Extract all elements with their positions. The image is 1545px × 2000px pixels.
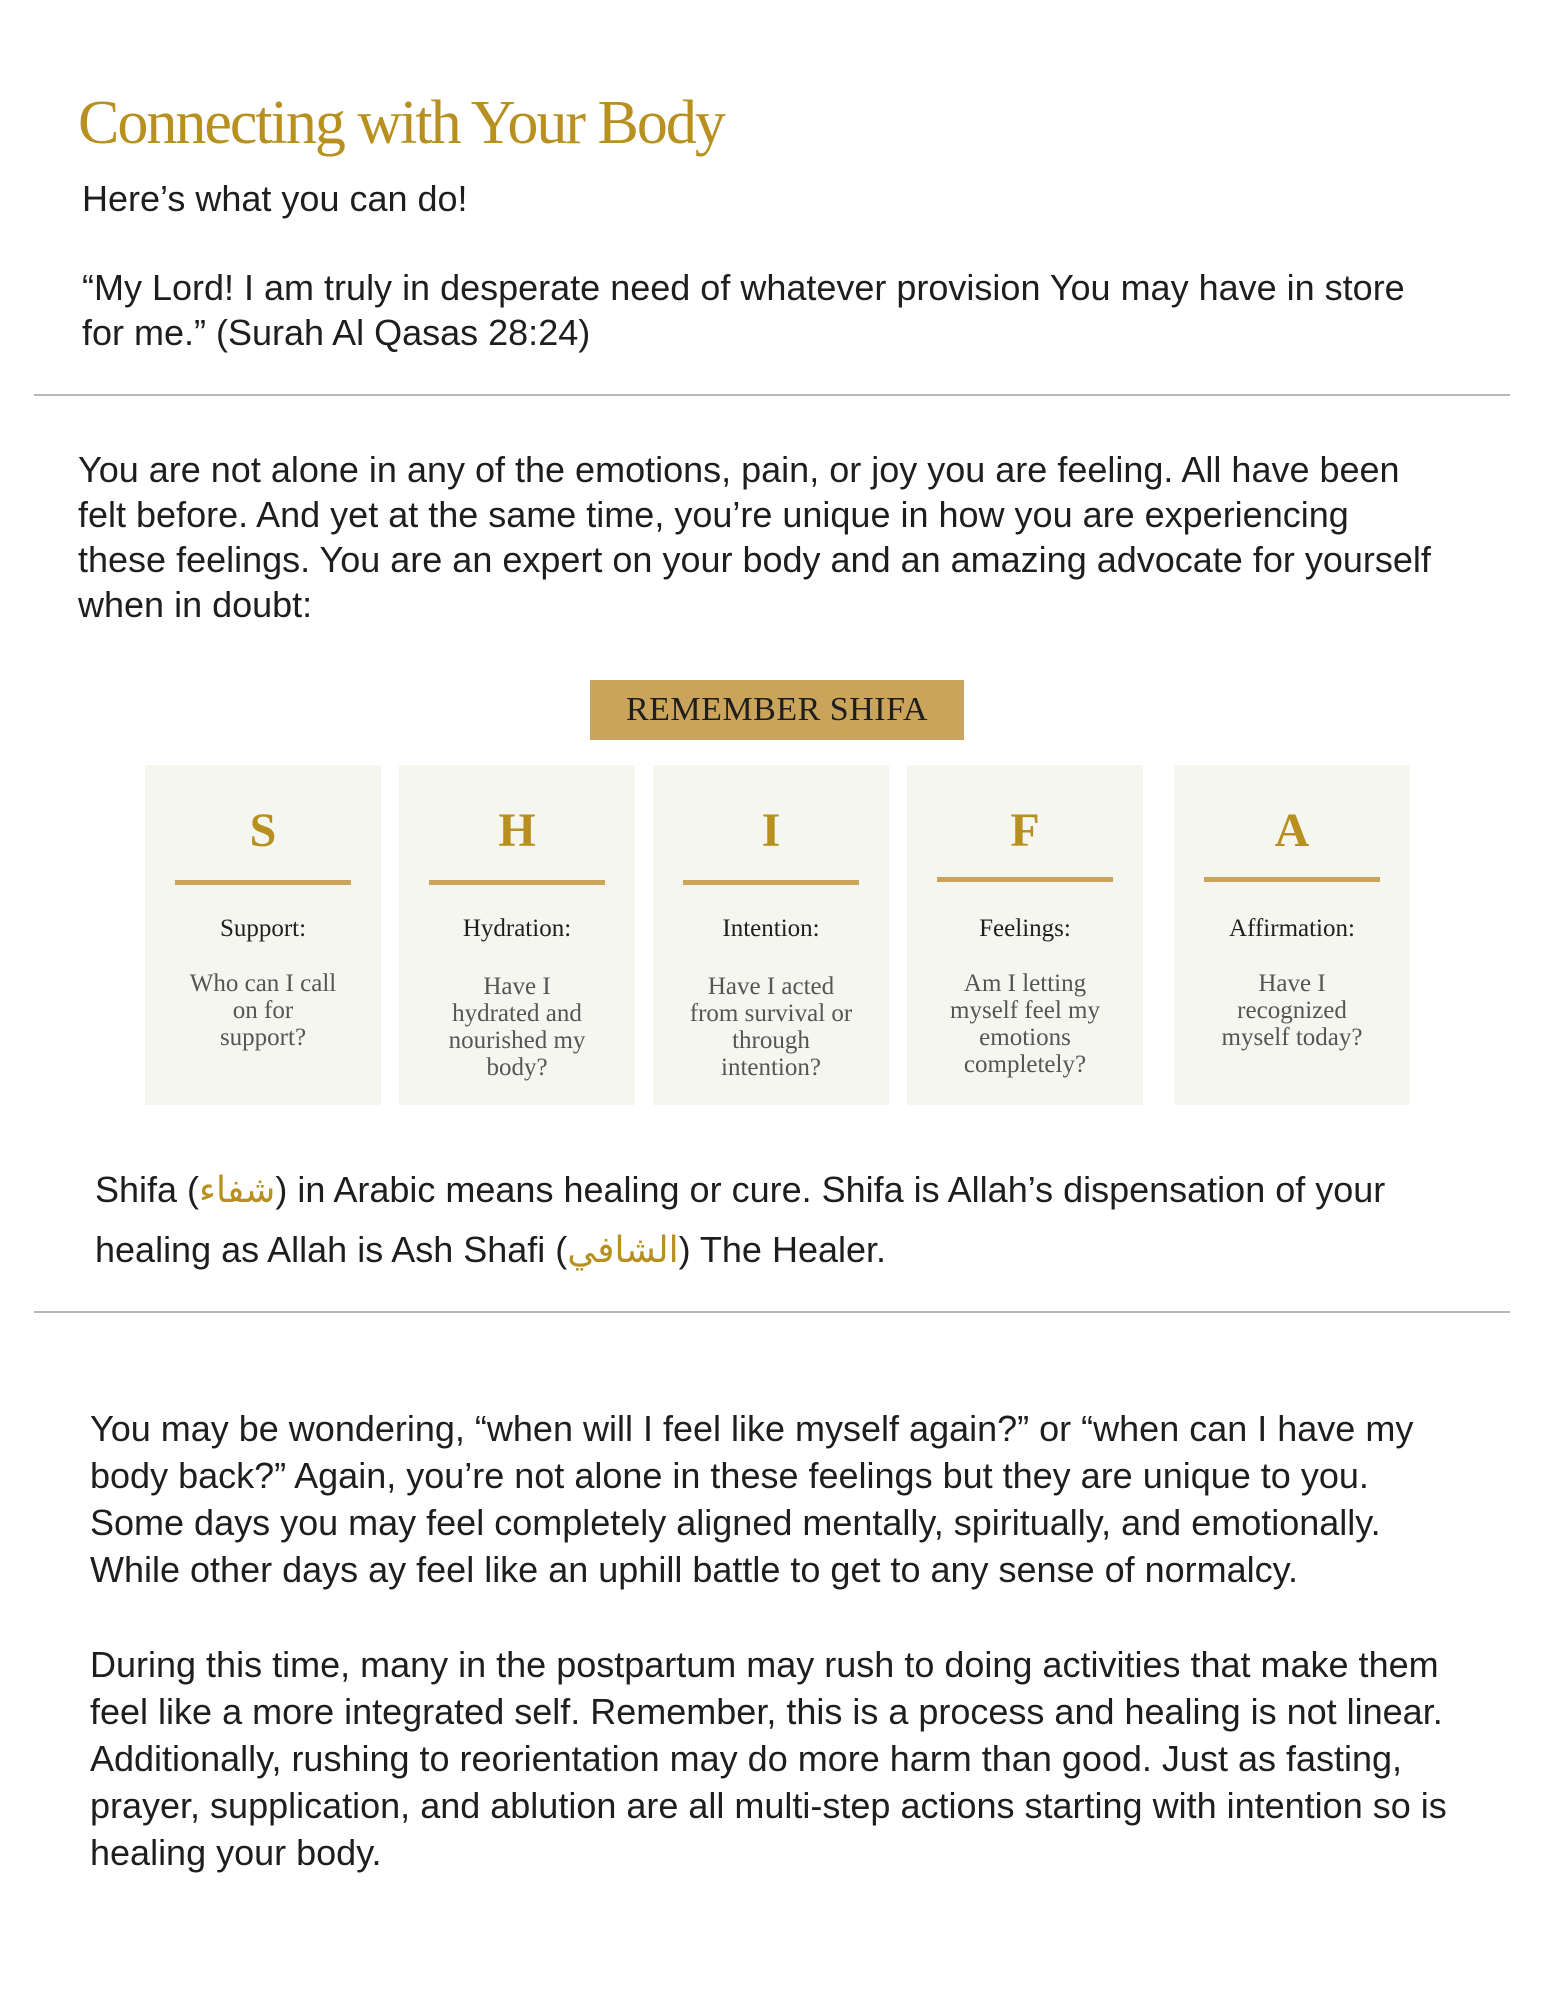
divider-rule xyxy=(34,1311,1510,1313)
shifa-text: Shifa ( xyxy=(95,1169,200,1210)
question-line: completely? xyxy=(963,1051,1087,1078)
question-line: Have I xyxy=(483,973,551,1000)
card-divider xyxy=(683,880,859,885)
paragraph-line: Additionally, rushing to reorientation may do more harm than good. Just as fasting, xyxy=(90,1738,1403,1779)
quote-line: “My Lord! I am truly in desperate need of whatever provision You may have in store xyxy=(82,267,1405,308)
question-line: on for xyxy=(232,997,294,1024)
question-line: Who can I call xyxy=(189,970,337,997)
card-label: Feelings: xyxy=(979,915,1071,942)
card-label: Support: xyxy=(219,915,307,942)
paragraph-line: prayer, supplication, and ablution are all multi-step actions starting with intention so is xyxy=(90,1785,1447,1826)
card-label: Intention: xyxy=(722,915,820,942)
card-letter: H xyxy=(498,804,536,857)
question-line: myself today? xyxy=(1221,1024,1363,1051)
card-question xyxy=(1204,970,1380,1051)
page-title: Connecting with Your Body xyxy=(78,89,724,157)
card-divider xyxy=(937,877,1113,882)
card-letter: S xyxy=(249,804,277,857)
arabic-shifa: شفاء xyxy=(199,1169,276,1210)
card-letter: I xyxy=(761,804,781,857)
shifa-text: healing as Allah is Ash Shafi ( xyxy=(95,1229,568,1270)
paragraph-postpartum xyxy=(90,1641,1447,1876)
shifa-card-intention xyxy=(653,765,889,1105)
quote-line: for me.” (Surah Al Qasas 28:24) xyxy=(82,312,591,353)
paragraph-line: During this time, many in the postpartum may rush to doing activities that make them xyxy=(90,1644,1439,1685)
shifa-line-1 xyxy=(95,1160,1455,1220)
question-line: Have I acted xyxy=(707,973,835,1000)
question-line: nourished my xyxy=(448,1027,586,1054)
paragraph-line: Some days you may feel completely aligned mentally, spiritually, and emotionally. xyxy=(90,1502,1381,1543)
shifa-card-hydration xyxy=(399,765,635,1105)
card-question xyxy=(429,973,605,1081)
card-label: Hydration: xyxy=(462,915,572,942)
paragraph-line: these feelings. You are an expert on your body and an amazing advocate for yourself xyxy=(78,539,1431,580)
card-label: Affirmation: xyxy=(1229,915,1355,942)
paragraph-line: body back?” Again, you’re not alone in these feelings but they are unique to you. xyxy=(90,1455,1369,1496)
shifa-text: ) in Arabic means healing or cure. Shifa is Allah’s dispensation of your xyxy=(275,1169,1386,1210)
shifa-line-2 xyxy=(95,1220,1455,1280)
paragraph-line: felt before. And yet at the same time, you’re unique in how you are experiencing xyxy=(78,494,1349,535)
paragraph-wondering xyxy=(90,1405,1413,1593)
question-line: Have I xyxy=(1258,970,1326,997)
question-line: through xyxy=(732,1027,810,1054)
paragraph-not-alone xyxy=(78,447,1431,627)
card-letter: F xyxy=(1010,804,1040,857)
shifa-card-feelings xyxy=(907,765,1143,1105)
question-line: myself feel my xyxy=(950,997,1100,1024)
shifa-card-affirmation xyxy=(1174,765,1410,1105)
card-letter: A xyxy=(1274,804,1310,857)
question-line: from survival or xyxy=(689,1000,853,1027)
quran-quote xyxy=(82,265,1405,355)
shifa-definition xyxy=(95,1160,1455,1280)
card-question xyxy=(175,970,351,1051)
paragraph-line: You are not alone in any of the emotions, pain, or joy you are feeling. All have been xyxy=(78,449,1400,490)
question-line: emotions xyxy=(979,1024,1071,1051)
arabic-ash-shafi: الشافي xyxy=(567,1229,679,1270)
question-line: Am I letting xyxy=(963,970,1087,997)
paragraph-line: While other days ay feel like an uphill battle to get to any sense of normalcy. xyxy=(90,1549,1298,1590)
question-line: recognized xyxy=(1237,997,1347,1024)
paragraph-line: when in doubt: xyxy=(78,584,313,625)
paragraph-line: You may be wondering, “when will I feel like myself again?” or “when can I have my xyxy=(90,1408,1414,1449)
shifa-text: ) The Healer. xyxy=(678,1229,887,1270)
card-divider xyxy=(429,880,605,885)
shifa-card-support xyxy=(145,765,381,1105)
card-question xyxy=(683,973,859,1081)
question-line: intention? xyxy=(721,1054,821,1081)
question-line: support? xyxy=(219,1024,307,1051)
paragraph-line: feel like a more integrated self. Remember, this is a process and healing is not linear. xyxy=(90,1691,1443,1732)
intro-text: Here’s what you can do! xyxy=(82,178,468,219)
divider-rule xyxy=(34,394,1510,396)
paragraph-line: healing your body. xyxy=(90,1832,382,1873)
card-divider xyxy=(1204,877,1380,882)
question-line: body? xyxy=(486,1054,548,1081)
question-line: hydrated and xyxy=(452,1000,582,1027)
remember-shifa-banner: REMEMBER SHIFA xyxy=(590,680,964,740)
card-divider xyxy=(175,880,351,885)
card-question xyxy=(937,970,1113,1078)
